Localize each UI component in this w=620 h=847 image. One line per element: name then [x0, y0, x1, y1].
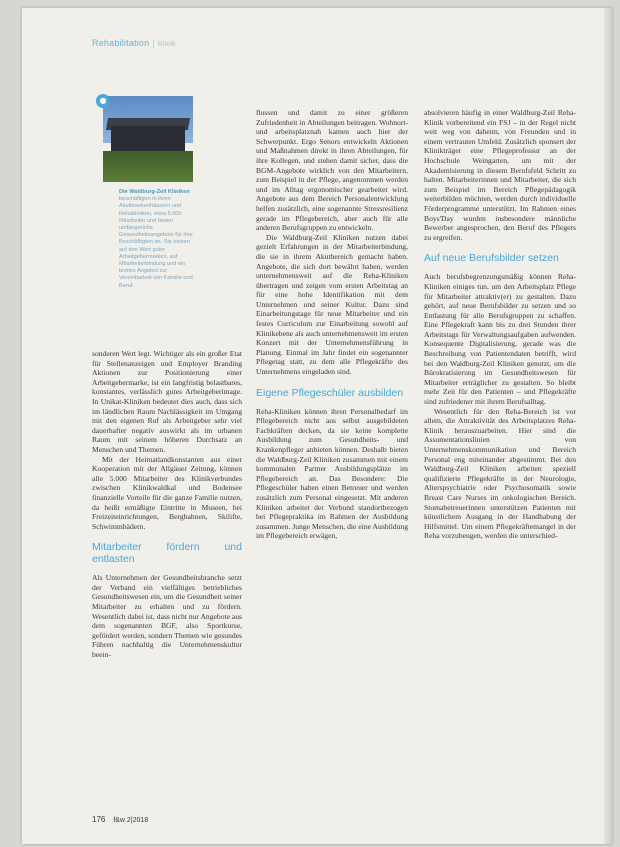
clinic-photo: [103, 96, 193, 182]
section-title: Rehabilitation: [92, 38, 150, 48]
paragraph: Die Waldburg-Zeil Kliniken nutzen dabei gezielt Erfahrungen in der Mitarbeiterbindung, die sie in ihrem Akutbereich gemacht haben. Angebote, die sich dort bewährt haben, werden unternehmensweit auf die Reha-Kliniken übertragen und zeigen vom ersten Arbeitstag an für eine hohe Identifikation mit dem Unternehmen und seiner Kultur. Dazu sind Einarbeitungstage für neue Mitarbeiter und ein festes Curriculum zur Einarbeitung sowohl auf Klinikebene als auch unternehmensweit im ersten Konzert mit der Unternehmensführung in Planung. Einmal im Jahr findet ein sogenannter Pflegetag statt, zu dem alle Pflegekräfte des Unternehmens eingeladen sind.: [256, 232, 408, 377]
paragraph: Als Unternehmen der Gesundheitsbranche setzt der Verband ein vielfältiges betriebliches Gesundheitswesen ein, um die Gesundheit seiner Mitarbeiter zu erhalten und zu fördern. Wesentlich dabei ist, dass nicht nur Angebote aus dem sogenannten BGF, also Sportkurse, gefördert werden, sondern Themen wie gesundes Führen nachhaltig die Unternehmenskultur beein-: [92, 573, 242, 660]
magazine-page: [22, 8, 612, 844]
paragraph: absolvieren häufig in einer Waldburg-Zeil Reha-Klinik vorbereitend ein FSJ – in der Regel nicht weit weg von daheim, von Freunden und in einem vertrauten Umfeld. Zusätzlich sponsert der Klinikträger eine Pflegeprofessur an der Hochschule Weingarten, um mit der Akademisierung in diesem Berufsfeld Schritt zu halten. Mitarbeiterinnen und Mitarbeiter, die sich zum Beispiel im Bereich Pflegepädagogik weiterbilden möchten, werden durch individuelle Förderprogramme unterstützt. Im Rahmen eines Boys'Day wurden insbesondere männliche Bewerber angesprochen, den Beruf des Pflegers zu ergreifen.: [424, 108, 576, 242]
section-header: [92, 38, 176, 48]
photo-trees: [103, 151, 193, 182]
subheading: Auf neue Berufsbilder setzen: [424, 252, 559, 265]
page-number: 176: [92, 815, 106, 824]
paragraph: Auch berufsbegrenzungsmäßig können Reha-Kliniken einiges tun, um den Arbeitsplatz Pflege für Mitarbeiter attraktiv(er) zu gestalten. Dazu gehört, auf neue Berufsbilder zu setzen und so Entlastung für alle Berufsgruppen zu schaffen. Eine Pflegekraft kann bis zu drei Stunden ihrer Arbeitstags für Verwaltungsaufgaben aufwenden. Konsequente Digitalisierung, gerade was die Beschreibung von Patientendaten betrifft, wird bei den Waldburg-Zeil Kliniken genutzt, um die Bürokratisierung im Gesundheitswesen für Mitarbeiter erträglicher zu gestalten. So bleibt mehr Zeit für den Patienten – und Pflegekräfte sind zufriedener mit ihrem Berufsalltag.: [424, 272, 576, 407]
subheading: Mitarbeiter fördern und entlasten: [92, 541, 242, 566]
page-footer: [92, 815, 148, 824]
paragraph: sonderen Wert legt. Wichtiger als ein großer Etat für Stellenanzeigen und Employer Branding Aktionen zur Positionierung einer Arbeitgebermarke, ist ein langfristig belastbares, konstantes, verlässlich gutes Arbeitgeberimage. In Unikat-Kliniken bedeutet dies auch, dass sich im ländlichen Raum Nachlässigkeit im Umgang mit den eigenen Ruf als Arbeitgeber sehr viel dauerhafter negativ auswirkt als im urbanen Raum mit seinem höheren Durchsatz an Menschen und Themen.: [92, 349, 242, 454]
section-subtitle: Klinik: [157, 41, 176, 48]
caption-title: Die Waldburg-Zeil Kliniken: [119, 189, 190, 195]
photo-badge-icon: ●: [96, 94, 110, 108]
text-column-2: [256, 108, 408, 541]
page-edge-shadow: [604, 8, 612, 844]
caption-body: beschäftigen in ihren Akutkrankenhäusern und Rehakliniken, etwa 5.000 Mitarbeiter und bieten umfangreiche Gesundheitsangebote für ihre Beschäftigten an. Sie setzen auf den Wert guter Arbeitgebermarken, auf Mitarbeiterbindung und ein breites Angebot zur Vereinbarkeit von Familie und Beruf.: [119, 196, 193, 289]
paragraph: Wesentlich für den Reha-Bereich ist vor allem, die Attraktivität des Arbeitsplatzes Reha-Klinik herauszuarbeiten. Hier sind die Assumentationslinien von Unternehmenskommunikation und Bereich Personal eng miteinander abgestimmt. Bei den Waldburg-Zeil Kliniken arbeiten speziell qualifizierte Pflegekräfte in der Neurologie, Alterspsychiatrie oder Psychosomatik sowie Breast Care Nurses im onkologischen Bereich. Stomabetreuerinnen unterstützen Patienten mit künstlichem Ausgang in der Handhabung der Hilfsmittel. Um einem Pflegekräftemangel in der Reha vorzubeugen, werden die unterschied-: [424, 406, 576, 541]
paragraph: Mit der Heimatlandkonstanten aus einer Kooperation mit der Allgäuer Zeitung, können alle 5.000 Mitarbeiter des Klinikverbundes zwischen Klinikwaldkal und Bodensee finanzielle Vorteile für die ganze Familie nutzen, da heißt ermäßigte Eintritte in Museen, bei Freizeiteinrichtungen, Bergbahnen, Skilifte, Schwimmbädern.: [92, 454, 242, 531]
text-column-1: [92, 349, 242, 660]
photo-caption: [119, 189, 199, 290]
subheading: Eigene Pflegeschüler ausbilden: [256, 386, 404, 399]
publication-name: f&w 2|2018: [113, 817, 149, 824]
paragraph: Reha-Kliniken können ihren Personalbedarf im Pflegebereich nicht aus selbst ausgebildeten Fachkräften decken, da sie keine komplette Ausbildung zum Gesundheits- und Krankenpfleger anbieten können. Deshalb bieten die Waldburg-Zeil Kliniken zusammen mit einem kommunalen Partner Ausbildungsplätze im Pflegebereich an. Das Besondere: Die Pflegeschüler haben einen Betreuer und werden zusätzlich zum Personal eingesetzt. Mit anderen Kliniken arbeitet der Verbund standortbezogen bei Pflegepraktika im Rahmen der Ausbildung zusammen. Junge Menschen, die eine Ausbildung im Pflegebereich erwägen,: [256, 406, 408, 541]
text-column-3: [424, 108, 576, 541]
paragraph: flussen und damit zu einer größeren Zufriedenheit in Abteilungen beitragen. Wohnort- und arbeitsplatznah kamen auch hier der Schwerpunkt. Ergo Senors entwickeln Aktionen und Maßnahmen direkt in ihren Abteilungen, für ihre Kollegen, und stehen damit sicher, dass die BGM-Angebote wirklich von den Mitarbeitern, zum Beispiel in der Pflege, angenommen werden und im Alltag ergonomischer gearbeitet wird. Angebote aus dem Bereich Personalentwicklung helfen zusätzlich, eine sogenannte Stressresilienz gerade im Pflegebereich, aber auch für alle anderen Berufsgruppen zu entwickeln.: [256, 108, 408, 233]
header-separator: |: [152, 38, 155, 48]
